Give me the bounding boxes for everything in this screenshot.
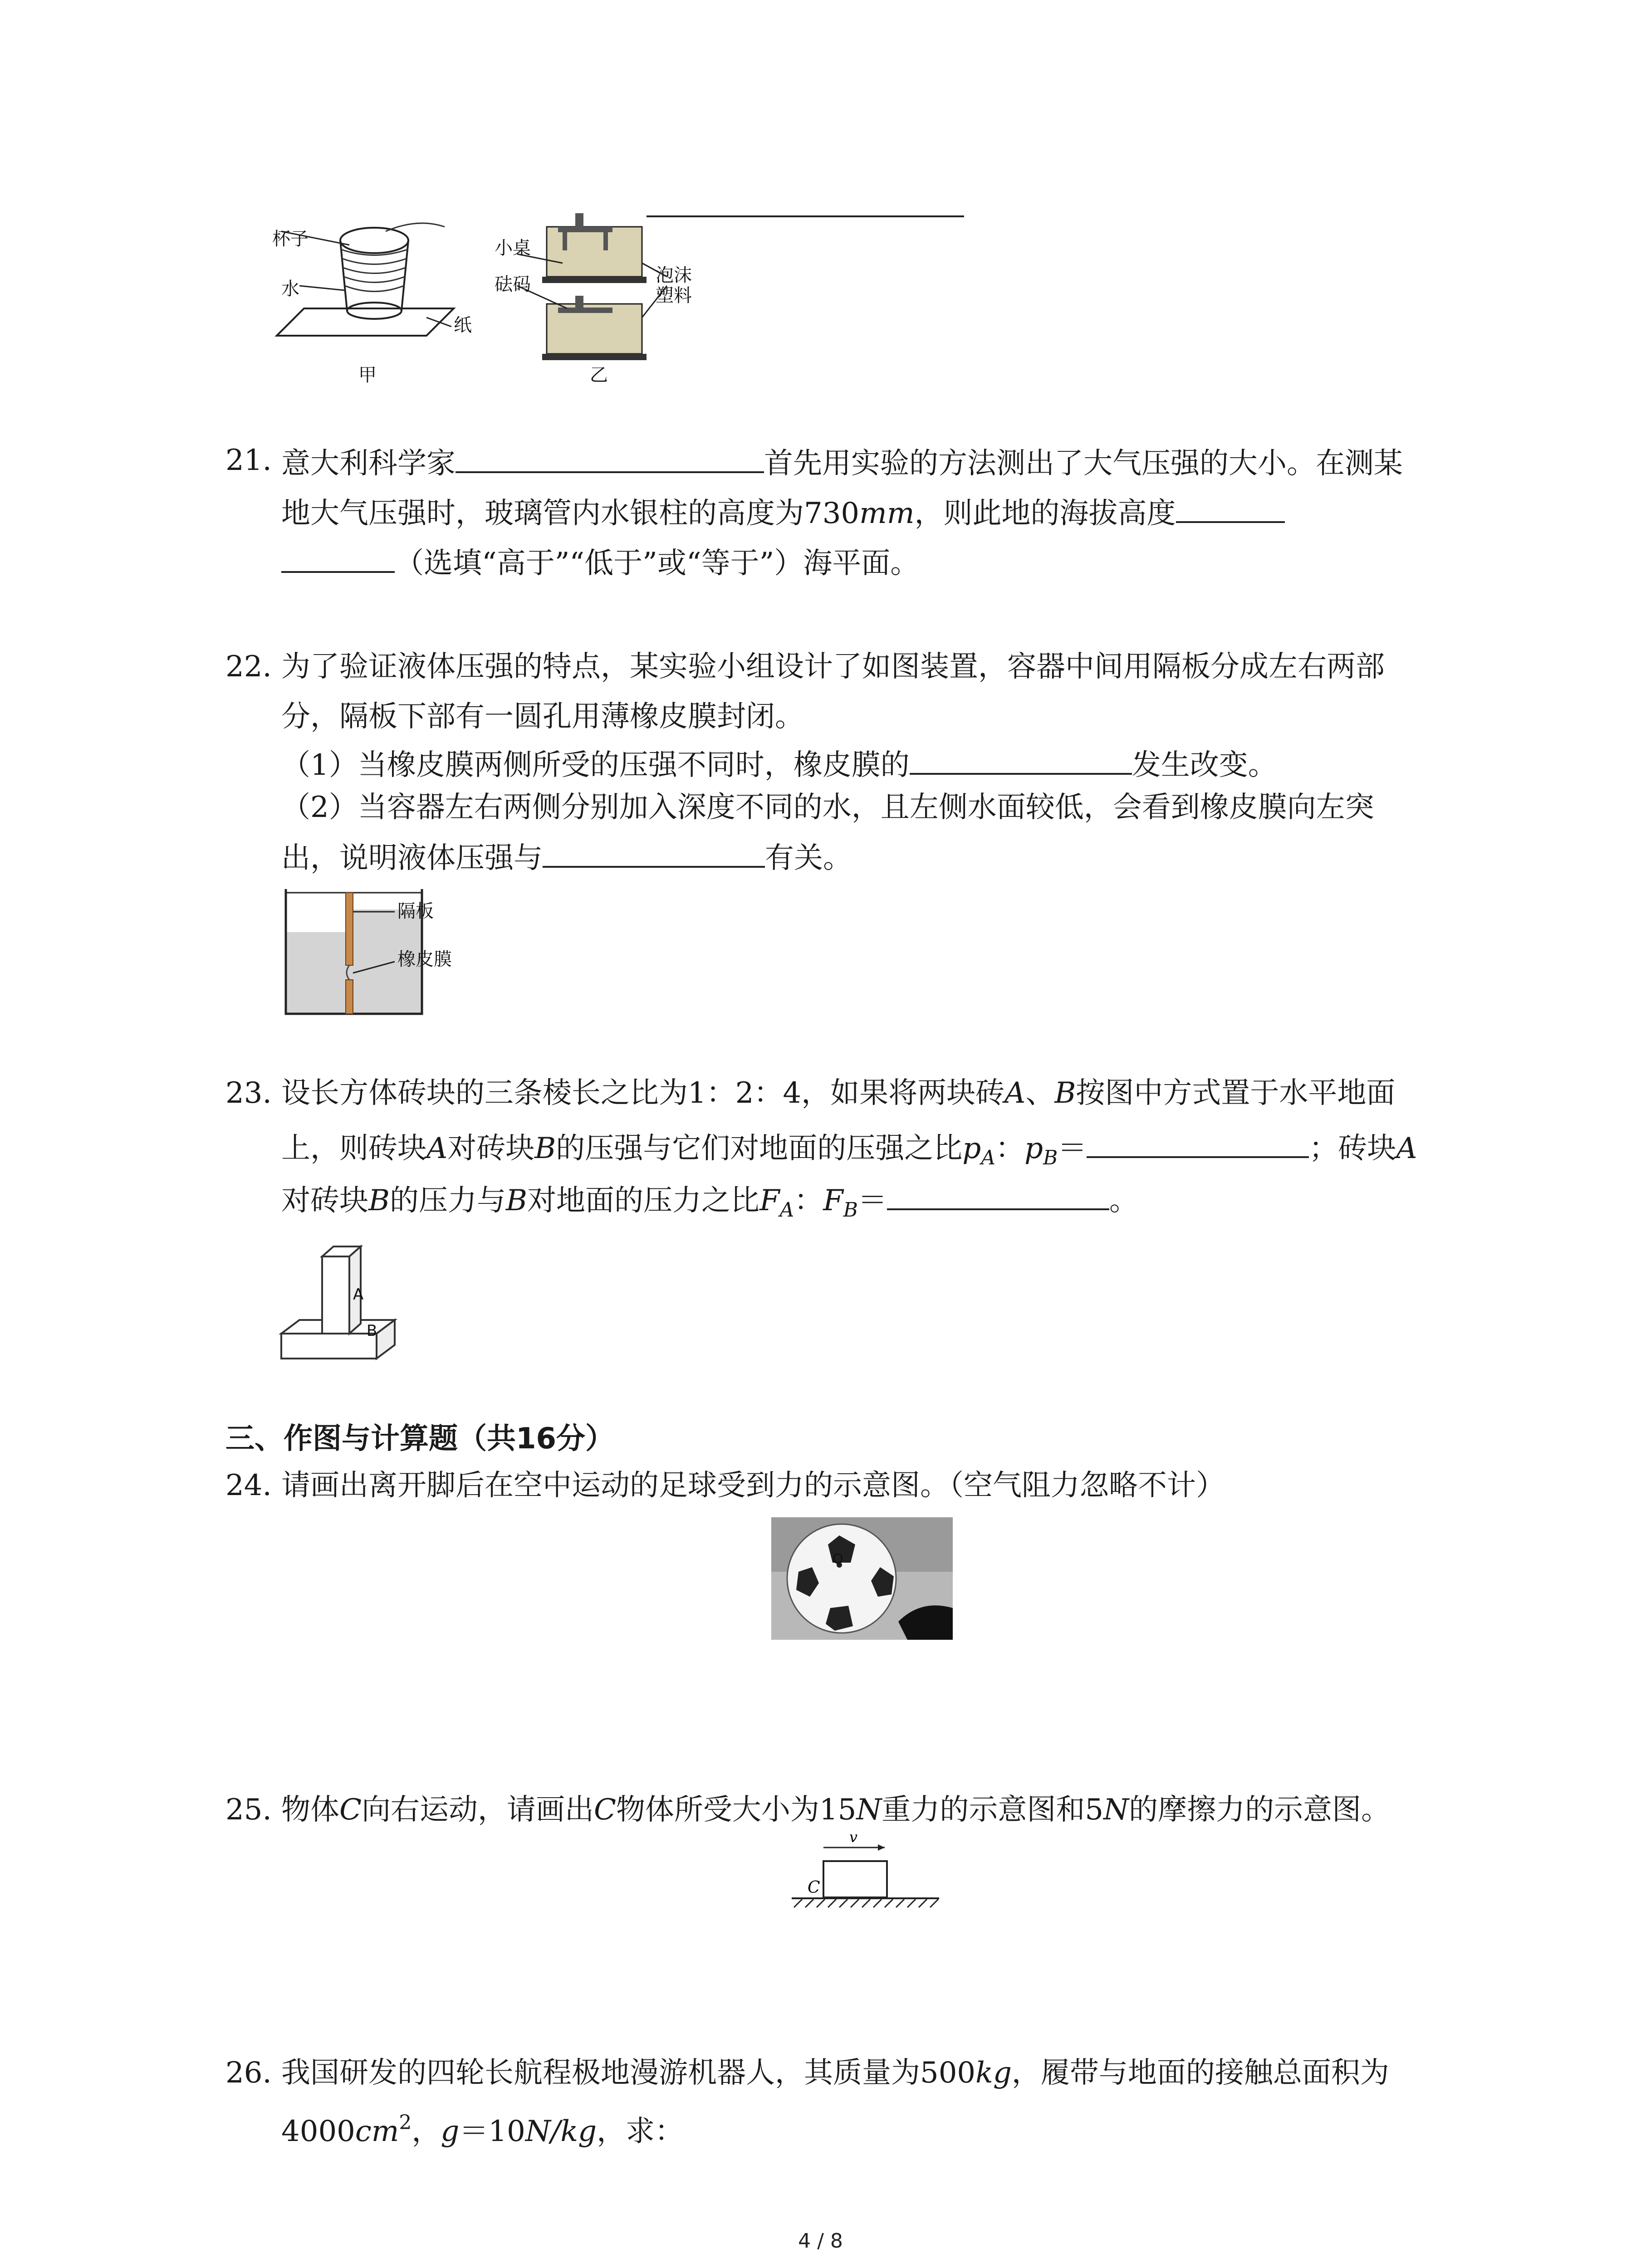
q23-var-B: B [1054, 1076, 1076, 1110]
q23-blank-pressure-ratio[interactable] [1087, 1127, 1309, 1158]
q23-FB-sub: B [843, 1198, 858, 1222]
q26-comma: ， [411, 2115, 441, 2148]
q23-var-B3: B [368, 1184, 390, 1217]
label-divider: 隔板 [397, 901, 434, 922]
q23-text-i: 对地面的压力之比 [527, 1184, 760, 1217]
q21-unit-mm: mm [859, 497, 915, 530]
q26-unit-kg: kg [975, 2056, 1012, 2090]
q25-unit-N: N [856, 1793, 882, 1827]
q22-part3-text: 出，说明液体压强与 [281, 841, 543, 875]
q23-pA-sub: A [981, 1146, 995, 1169]
q22-figure-container [281, 885, 517, 1021]
q21-text-c: 地大气压强时，玻璃管内水银柱的高度为730 [281, 497, 860, 530]
q24-football-image [771, 1517, 953, 1640]
q25-figure-block [789, 1830, 962, 1921]
q21-blank-scientist[interactable] [456, 442, 764, 473]
q26-text-b: ，履带与地面的接触总面积为 [1011, 2056, 1389, 2090]
q23-figure-bricks [277, 1234, 413, 1370]
q25-text-d: 重力的示意图和5 [882, 1793, 1104, 1827]
q23-text-h: 的压力与 [390, 1184, 506, 1217]
q22-part1-text: （1）当橡皮膜两侧所受的压强不同时，橡皮膜的 [281, 748, 910, 782]
label-center-o: O [833, 1551, 843, 1567]
q24-number: 24. [225, 1469, 272, 1502]
q23-var-A3: A [1396, 1132, 1417, 1165]
q23-FB: F [823, 1184, 843, 1217]
q23-pB-sub: B [1043, 1146, 1058, 1169]
q25-var-C: C [339, 1793, 362, 1827]
label-table: 小桌 [495, 238, 531, 259]
q21-number: 21. [225, 444, 272, 477]
q25-number: 25. [225, 1793, 272, 1827]
caption-jia: 甲 [358, 365, 377, 386]
q23-pB: p [1024, 1132, 1043, 1165]
label-water: 水 [281, 279, 299, 299]
label-plastic: 塑料 [656, 285, 692, 306]
label-c: C [808, 1878, 820, 1897]
q23-end: 。 [1109, 1184, 1138, 1217]
label-weight: 砝码 [495, 274, 531, 295]
answer-blank-prev[interactable] [647, 215, 964, 217]
q22-text-2: 分，隔板下部有一圆孔用薄橡皮膜封闭。 [281, 700, 804, 733]
q25-text-e: 的摩擦力的示意图。 [1129, 1793, 1391, 1827]
q23-var-B2: B [534, 1132, 556, 1165]
q25-text-a: 物体 [281, 1793, 339, 1827]
label-membrane: 橡皮膜 [397, 949, 452, 970]
q24-text: 请画出离开脚后在空中运动的足球受到力的示意图。（空气阻力忽略不计） [281, 1469, 1225, 1502]
q22-part3-end: 有关。 [765, 841, 852, 875]
q26-area-value: 4000 [281, 2115, 355, 2148]
page-number: 4 / 8 [798, 2229, 843, 2253]
q23-sep: 、 [1025, 1076, 1055, 1110]
figure-jia-yi [272, 200, 726, 390]
q22-text-1: 为了验证液体压强的特点，某实验小组设计了如图装置，容器中间用隔板分成左右两部 [281, 650, 1385, 684]
section-heading-3: 三、作图与计算题（共16分） [225, 1422, 615, 1456]
q21-text-e: （选填“高于”“低于”或“等于”）海平面。 [395, 547, 920, 580]
q23-eq2: ＝ [858, 1184, 887, 1217]
q22-part1-end: 发生改变。 [1132, 748, 1277, 782]
q21-blank-altitude-b[interactable] [281, 542, 395, 573]
q26-text-a: 我国研发的四轮长航程极地漫游机器人，其质量为500 [281, 2056, 976, 2090]
q21-blank-altitude-a[interactable] [1176, 492, 1285, 523]
label-cup: 杯子 [272, 229, 309, 249]
q22-part2-text: （2）当容器左右两侧分别加入深度不同的水，且左侧水面较低，会看到橡皮膜向左突 [281, 791, 1374, 824]
q25-text-c: 物体所受大小为15 [616, 1793, 857, 1827]
q23-text-e: 的压强与它们对地面的压强之比 [556, 1132, 963, 1165]
q25-text-b: 向右运动，请画出 [361, 1793, 594, 1827]
q23-var-A: A [1004, 1076, 1026, 1110]
q21-text-d: ，则此地的海拔高度 [914, 497, 1176, 530]
q22-blank-shape[interactable] [910, 744, 1132, 775]
q26-g-value: ＝10 [459, 2115, 525, 2148]
q25-unit-N2: N [1103, 1793, 1129, 1827]
q26-text-end: ，求： [597, 2115, 684, 2148]
q23-var-A2: A [426, 1132, 448, 1165]
q23-text-c: 上，则砖块 [281, 1132, 426, 1165]
label-v: v [849, 1830, 858, 1846]
q23-text-a: 设长方体砖块的三条棱长之比为1：2：4，如果将两块砖 [281, 1076, 1005, 1110]
q23-colon2: ： [794, 1184, 823, 1217]
q26-var-g: g [441, 2115, 460, 2148]
q26-unit-nkg: N/kg [525, 2115, 597, 2148]
q22-number: 22. [225, 650, 272, 684]
q26-unit-sq: 2 [399, 2111, 412, 2134]
q23-number: 23. [225, 1076, 272, 1110]
label-paper: 纸 [454, 315, 472, 336]
q23-FA: F [759, 1184, 780, 1217]
q23-var-B4: B [506, 1184, 528, 1217]
q23-eq: ＝ [1058, 1132, 1087, 1165]
q23-blank-force-ratio[interactable] [887, 1179, 1109, 1210]
q26-number: 26. [225, 2056, 272, 2090]
label-brick-b: B [367, 1322, 377, 1340]
q23-text-d: 对砖块 [447, 1132, 535, 1165]
q23-text-f: ；砖块 [1309, 1132, 1396, 1165]
label-brick-a: A [353, 1286, 364, 1304]
q21-text-a: 意大利科学家 [281, 447, 456, 480]
q23-FA-sub: A [779, 1198, 794, 1222]
q26-unit-cm: cm [355, 2115, 399, 2148]
q21-text-b: 首先用实验的方法测出了大气压强的大小。在测某 [764, 447, 1403, 480]
q23-text-g: 对砖块 [281, 1184, 368, 1217]
label-foam: 泡沫 [656, 265, 692, 286]
caption-yi: 乙 [590, 365, 608, 386]
q25-var-C2: C [593, 1793, 616, 1827]
q23-pA: p [962, 1132, 981, 1165]
q23-text-b: 按图中方式置于水平地面 [1076, 1076, 1396, 1110]
q22-blank-factor[interactable] [543, 837, 765, 868]
q23-colon: ： [995, 1132, 1024, 1165]
